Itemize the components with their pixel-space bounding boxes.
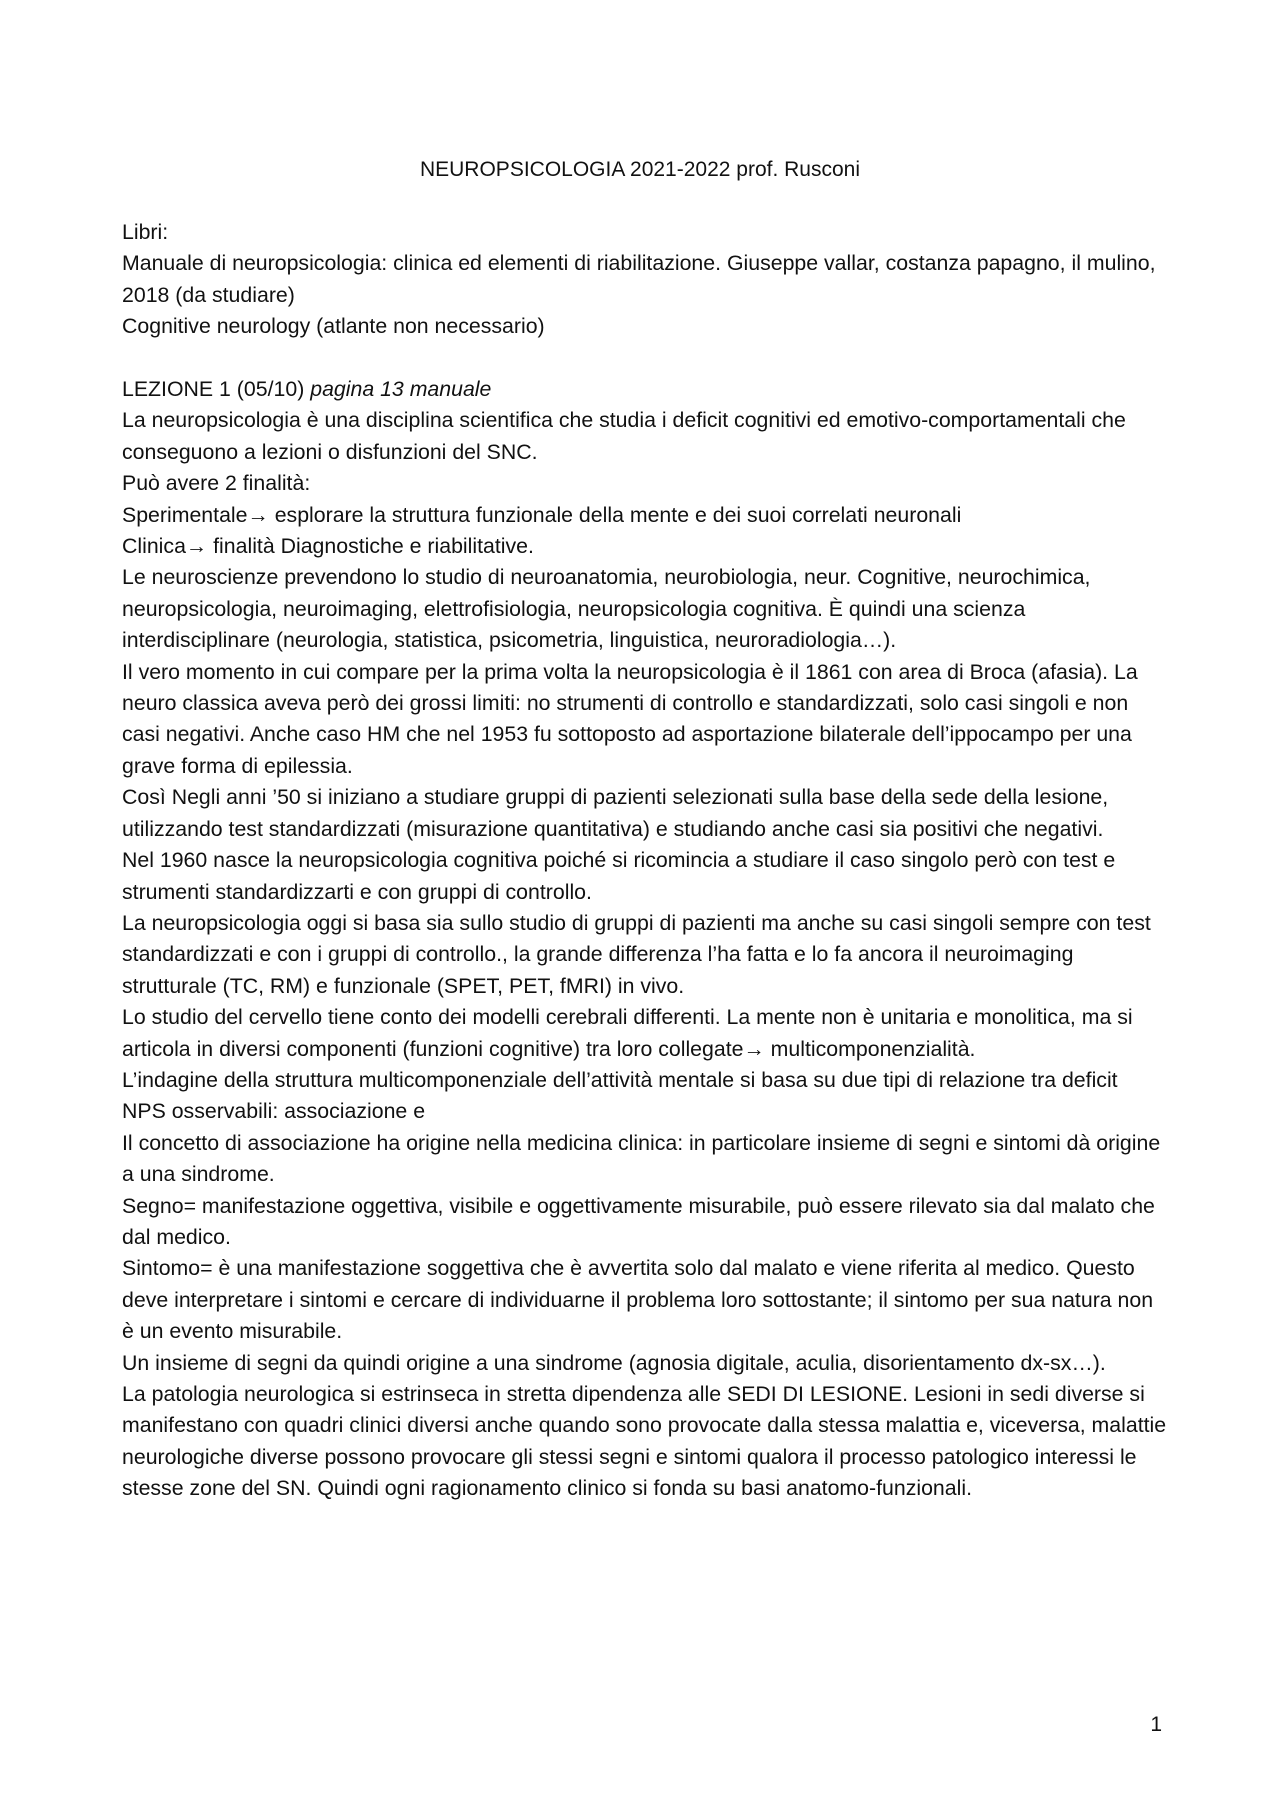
book-line: Manuale di neuropsicologia: clinica ed elementi di riabilitazione. Giuseppe vallar, costanza papagno, il mulino, 2018 (da studiare) [122,251,1156,307]
paragraph: Può avere 2 finalità: [122,471,311,496]
lesson-heading [122,374,1167,405]
lesson-heading-label: LEZIONE 1 (05/10) [122,377,305,402]
paragraph: Segno= manifestazione oggettiva, visibile e oggettivamente misurabile, può essere rilevato sia dal malato che dal medico. [122,1193,1155,1249]
paragraph: Un insieme di segni da quindi origine a una sindrome (agnosia digitale, aculia, disorientamento dx-sx…). [122,1350,1106,1375]
paragraph: Sperimentale→ esplorare la struttura funzionale della mente e dei suoi correlati neuronali [122,502,962,527]
paragraph: Sintomo= è una manifestazione soggettiva che è avvertita solo dal malato e viene riferita al medico. Questo deve interpretare i sintomi e cercare di individuarne il problema loro sottostante; il sintomo per sua natura non è un evento misurabile. [122,1256,1154,1344]
paragraph: Lo studio del cervello tiene conto dei modelli cerebrali differenti. La mente non è unitaria e monolitica, ma si articola in diversi componenti (funzioni cognitive) tra loro collegate→ multicomponenzialità. [122,1005,1133,1061]
paragraph: La neuropsicologia oggi si basa sia sullo studio di gruppi di pazienti ma anche su casi singoli sempre con test standardizzati e con i gruppi di controllo., la grande differenza l’ha fatta e lo fa ancora il neuroimaging strutturale (TC, RM) e funzionale (SPET, PET, fMRI) in vivo. [122,910,1151,998]
book-line: Cognitive neurology (atlante non necessario) [122,314,545,339]
paragraph: La patologia neurologica si estrinseca in stretta dipendenza alle SEDI DI LESIONE. Lesioni in sedi diverse si manifestano con quadri clinici diversi anche quando sono provocate dalla stessa malattia e, viceversa, malattie neurologiche diverse possono provocare gli stessi segni e sintomi qualora il processo patologico interessi le stesse zone del SN. Quindi ogni ragionamento clinico si fonda su basi anatomo-funzionali. [122,1382,1167,1501]
paragraph: Così Negli anni ’50 si iniziano a studiare gruppi di pazienti selezionati sulla base della sede della lesione, utilizzando test standardizzati (misurazione quantitativa) e studiando anche casi sia positivi che negativi. [122,785,1109,841]
paragraph: Il vero momento in cui compare per la prima volta la neuropsicologia è il 1861 con area di Broca (afasia). La neuro classica aveva però dei grossi limiti: no strumenti di controllo e standardizzati, solo casi singoli e non casi negativi. Anche caso HM che nel 1953 fu sottoposto ad asportazione bilaterale dell’ippocampo per una grave forma di epilessia. [122,659,1138,778]
document-body [122,217,1167,1505]
lesson-heading-reference: pagina 13 manuale [310,377,492,402]
paragraph: Le neuroscienze prevendono lo studio di neuroanatomia, neurobiologia, neur. Cognitive, neurochimica, neuropsicologia, neuroimaging, elettrofisiologia, neuropsicologia cognitiva. È quindi una scienza interdisciplinare (neurologia, statistica, psicometria, linguistica, neuroradiologia…). [122,565,1091,653]
books-heading: Libri: [122,220,169,244]
document-title: NEUROPSICOLOGIA 2021-2022 prof. Rusconi [419,158,861,181]
paragraph: L’indagine della struttura multicomponenziale dell’attività mentale si basa su due tipi di relazione tra deficit NPS osservabili: associazione e [122,1067,1118,1124]
paragraph: La neuropsicologia è una disciplina scientifica che studia i deficit cognitivi ed emotivo-comportamentali che conseguono a lezioni o disfunzioni del SNC. [122,408,1126,464]
spacer [122,343,1167,374]
page-number: 1 [1150,1713,1162,1736]
paragraph: Clinica→ finalità Diagnostiche e riabilitative. [122,534,534,559]
paragraph: Il concetto di associazione ha origine nella medicina clinica: in particolare insieme di segni e sintomi dà origine a una sindrome. [122,1130,1161,1187]
paragraph: Nel 1960 nasce la neuropsicologia cognitiva poiché si ricomincia a studiare il caso singolo però con test e strumenti standardizzarti e con gruppi di controllo. [122,848,1116,904]
